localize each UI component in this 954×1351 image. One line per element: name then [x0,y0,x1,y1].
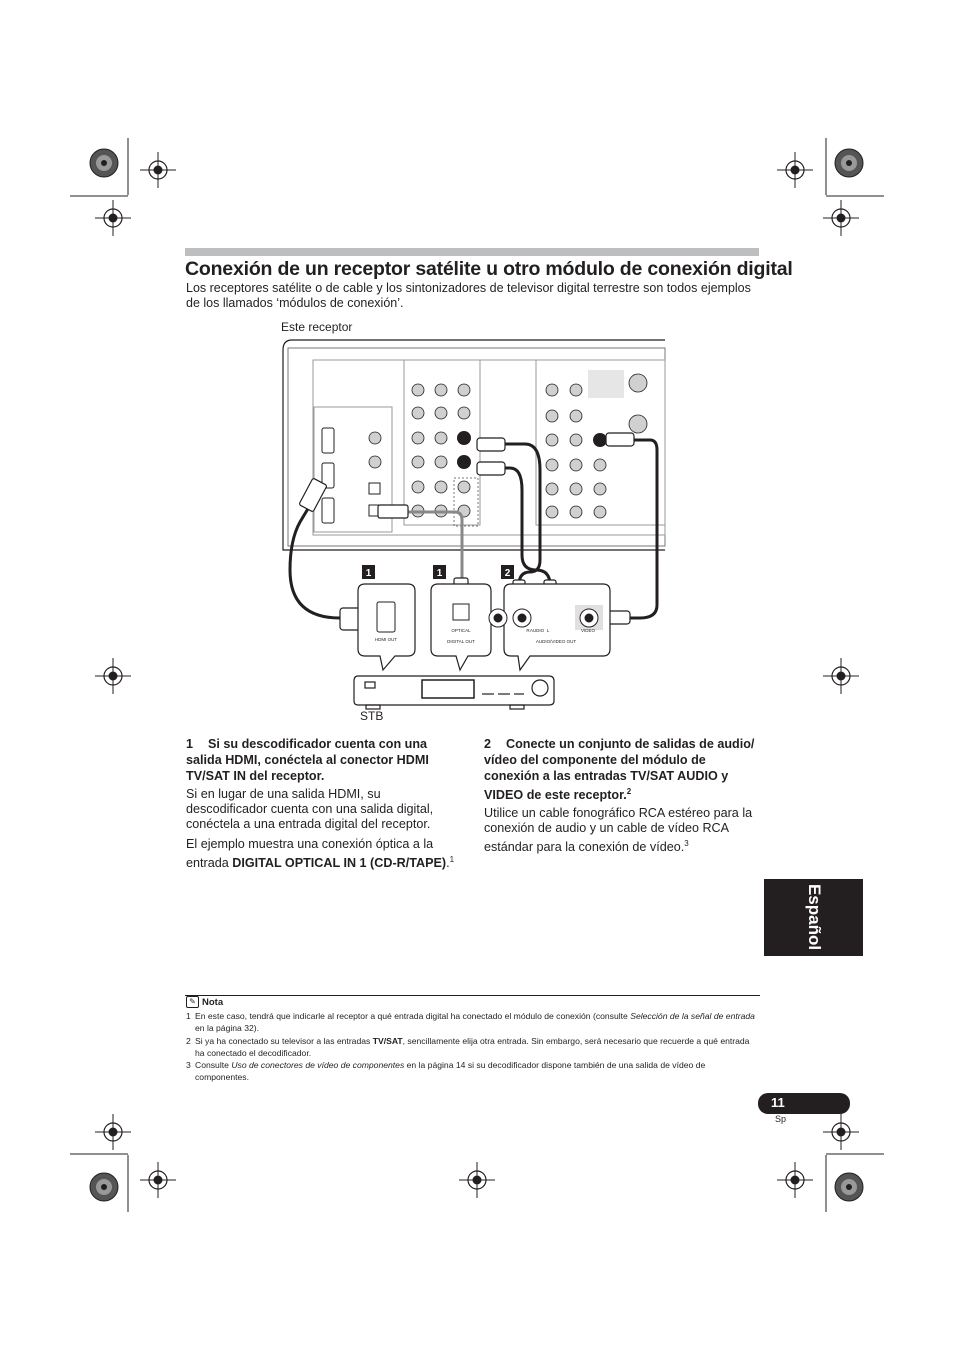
page-number: 11 [771,1095,785,1110]
step-2 [484,736,762,860]
label-digital-out: DIGITAL OUT [447,639,475,644]
title-bar [185,248,759,256]
language-tab [764,879,863,956]
footnote-3: 3 Consulte Uso de conectores de vídeo de componentes en la página 14 si su decodificador dispone también de una salida de vídeo de componentes. [186,1060,706,1083]
top-right-marks [777,138,884,236]
label-optical: OPTICAL [451,628,471,633]
callout-1a: 1 [365,568,372,579]
receiver-label: Este receptor [281,320,353,334]
section-title: Conexión de un receptor satélite u otro módulo de conexión digital [185,258,793,280]
step-1-heading: 1 Si su descodificador cuenta con una salida HDMI, conéctela al conector HDMI TV/SAT IN del receptor. [186,737,429,783]
label-audio-video-out: AUDIO/VIDEO OUT [535,639,577,644]
language-tab-label: Español [805,883,824,951]
step-1-para-2: El ejemplo muestra una conexión óptica a la entrada DIGITAL OPTICAL IN 1 (CD-R/TAPE).$^1$ [186,837,455,871]
label-hdmi-out: HDMI OUT [374,637,398,642]
footnotes [186,1010,761,1084]
callout-1b: 1 [436,568,443,579]
note-heading: ✎ Nota [186,996,223,1008]
connection-diagram [270,330,670,725]
note-divider [185,995,760,996]
step-2-para: Utilice un cable fonográfico RCA estéreo para la conexión de audio y un cable de vídeo RCA estándar para la conexión de vídeo.$^3$ [484,806,753,855]
bottom-right-marks [777,1114,884,1212]
label-audio-l: L [546,628,550,633]
stb-connector-panels [358,584,610,670]
step-1-para-1: Si en lugar de una salida HDMI, su descodificador cuenta con una salida digital, conéctela a una entrada digital del receptor. [186,787,434,831]
footnote-2: 2 Si ya ha conectado su televisor a las entradas TV/SAT, sencillamente elija otra entrada. Sin embargo, será necesario que recuerde a qué entrada ha conectado el decodificador. [186,1035,750,1058]
label-video: VIDEO [580,628,596,633]
page-language-code: Sp [775,1114,787,1124]
footnote-1: 1 En este caso, tendrá que indicarle al receptor a qué entrada digital ha conectado el módulo de conexión (consulte Selección de la señal de entrada en la página 32). [186,1011,755,1034]
step-1-number: 1 [186,737,194,751]
intro-paragraph: Los receptores satélite o de cable y los sintonizadores de televisor digital terrestre son todos ejemplos de los llamados ‘módulos de conexión’. [186,281,751,310]
note-pencil-icon: ✎ [186,996,199,1008]
top-left-marks [70,138,176,236]
step-1 [186,736,464,876]
callout-2: 2 [504,568,511,579]
label-audio-r: R [526,628,530,633]
bottom-center-marks [459,1162,495,1198]
bottom-left-marks [70,1114,176,1212]
receiver-hdmi-ports [322,428,334,523]
label-audio: AUDIO [529,628,545,633]
step-2-heading: 2 Conecte un conjunto de salidas de audio/ vídeo del componente del módulo de conexión a las entradas TV/SAT AUDIO y VIDEO de este receptor.$^2$ [484,737,755,803]
stb-label: STB [360,709,384,723]
stb-unit [354,676,554,709]
step-2-number: 2 [484,737,492,751]
